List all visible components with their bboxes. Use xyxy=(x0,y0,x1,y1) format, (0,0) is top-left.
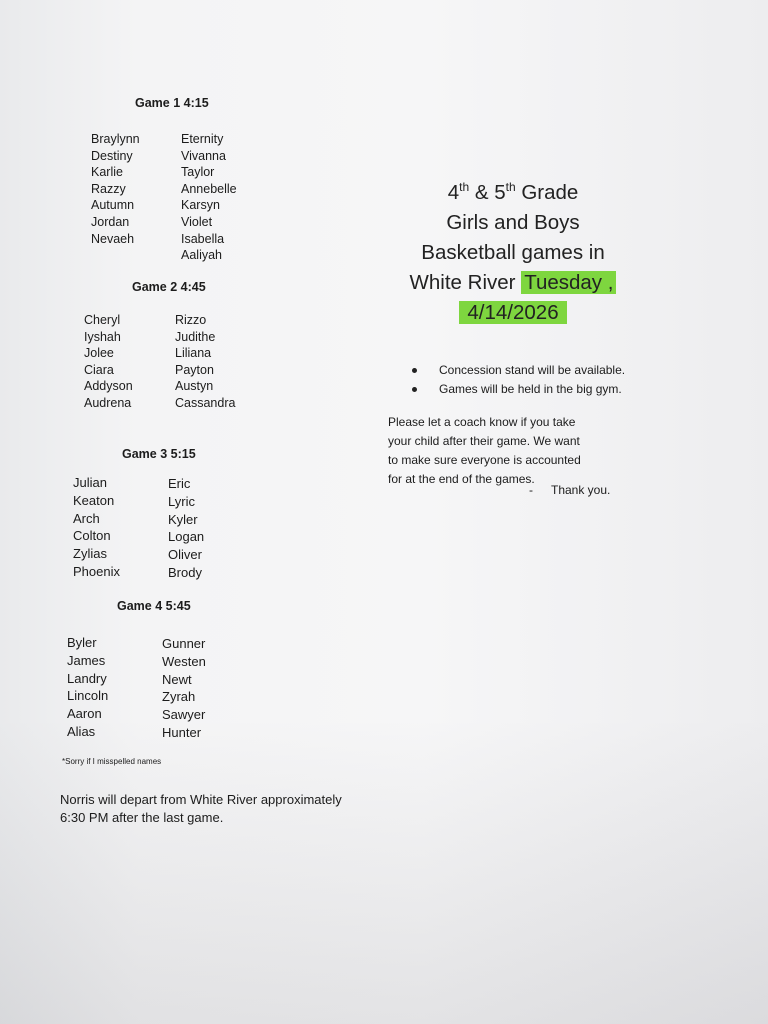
signoff xyxy=(529,483,610,497)
player-name: Westen xyxy=(162,653,206,669)
departure-line: 6:30 PM after the last game. xyxy=(60,810,224,825)
game-1-title: Game 1 4:15 xyxy=(135,96,209,110)
player-name: Jordan xyxy=(91,214,130,229)
bullet-icon xyxy=(412,387,417,392)
signoff-text: Thank you. xyxy=(551,483,611,497)
player-name: Kyler xyxy=(168,511,198,527)
departure-line: Norris will depart from White River approximately xyxy=(60,792,342,807)
player-name: Vivanna xyxy=(181,148,226,163)
player-name: James xyxy=(67,652,106,668)
bullet-text: Games will be held in the big gym. xyxy=(439,381,622,396)
player-name: Logan xyxy=(168,529,205,545)
game-4-team-a xyxy=(67,634,108,741)
player-name: Iyshah xyxy=(84,329,121,344)
player-name: Liliana xyxy=(175,346,212,361)
player-name: Payton xyxy=(175,362,214,377)
misspelling-footnote: *Sorry if I misspelled names xyxy=(62,757,162,766)
player-name: Newt xyxy=(162,671,192,687)
bullet-icon xyxy=(412,368,417,373)
ordinal-suffix: th xyxy=(459,180,470,195)
player-name: Isabella xyxy=(181,231,225,246)
game-2-team-b xyxy=(175,312,235,412)
player-name: Aaron xyxy=(67,706,102,722)
headline-line: Girls and Boys xyxy=(446,211,580,234)
grade-number: 4 xyxy=(447,181,460,204)
player-name: Rizzo xyxy=(175,313,207,327)
grade-number: 5 xyxy=(494,181,506,204)
player-name: Colton xyxy=(73,528,111,544)
player-name: Julian xyxy=(73,475,107,490)
bullet-text: Concession stand will be available. xyxy=(439,363,626,377)
player-name: Landry xyxy=(67,670,107,686)
player-name: Austyn xyxy=(175,379,214,394)
note-line: Please let a coach know if you take xyxy=(388,415,576,429)
game-3-team-a xyxy=(73,474,120,581)
note-line: your child after their game. We want xyxy=(388,434,580,448)
note-line: to make sure everyone is accounted xyxy=(388,453,581,467)
player-name: Ciara xyxy=(84,362,114,377)
note-line: for at the end of the games. xyxy=(388,472,535,486)
player-name: Eternity xyxy=(181,132,224,146)
game-1-team-a xyxy=(91,131,140,247)
signoff-dash: - xyxy=(529,483,533,497)
player-name: Keaton xyxy=(73,492,115,508)
player-name: Brody xyxy=(168,564,202,580)
player-name: Hunter xyxy=(162,724,202,740)
player-name: Zylias xyxy=(73,546,107,562)
player-name: Oliver xyxy=(168,547,202,563)
departure-note xyxy=(60,791,342,827)
player-name: Aaliyah xyxy=(181,248,222,263)
game-3-title: Game 3 5:15 xyxy=(122,447,196,461)
grade-word: Grade xyxy=(515,181,579,204)
player-name: Gunner xyxy=(162,636,206,651)
location-text: White River xyxy=(409,271,522,294)
highlighted-date: 4/14/2026 xyxy=(459,301,566,324)
player-name: Judithe xyxy=(175,329,216,344)
player-name: Autumn xyxy=(91,198,135,213)
player-name: Razzy xyxy=(91,181,126,196)
flyer-headline xyxy=(388,178,638,328)
game-3-team-b xyxy=(168,475,204,582)
player-name: Cassandra xyxy=(175,395,236,410)
game-1-team-b xyxy=(181,131,237,264)
player-name: Braylynn xyxy=(91,132,140,146)
player-name: Karsyn xyxy=(181,198,220,213)
highlighted-day: Tuesday , xyxy=(521,271,616,294)
player-name: Jolee xyxy=(84,346,114,361)
bullet-item xyxy=(412,380,625,399)
player-name: Zyrah xyxy=(162,689,196,705)
coach-note xyxy=(388,413,581,489)
player-name: Arch xyxy=(73,510,100,526)
info-bullets xyxy=(412,361,625,398)
player-name: Phoenix xyxy=(73,563,120,579)
headline-line: Basketball games in xyxy=(421,241,605,264)
game-2-team-a xyxy=(84,312,133,412)
player-name: Destiny xyxy=(91,148,133,163)
player-name: Eric xyxy=(168,476,191,491)
bullet-item xyxy=(412,361,625,380)
game-2-title: Game 2 4:45 xyxy=(132,280,206,294)
player-name: Karlie xyxy=(91,165,123,180)
ampersand: & xyxy=(469,181,495,204)
headline-location-line xyxy=(388,268,638,298)
ordinal-suffix: th xyxy=(505,180,516,195)
game-4-team-b xyxy=(162,635,206,742)
player-name: Sawyer xyxy=(162,707,206,723)
player-name: Annebelle xyxy=(181,181,237,196)
game-4-title: Game 4 5:45 xyxy=(117,599,191,613)
headline-grade-line xyxy=(388,178,638,208)
player-name: Lyric xyxy=(168,493,195,509)
player-name: Cheryl xyxy=(84,313,121,327)
player-name: Taylor xyxy=(181,165,215,180)
player-name: Violet xyxy=(181,214,213,229)
player-name: Addyson xyxy=(84,379,133,394)
player-name: Alias xyxy=(67,723,96,739)
player-name: Lincoln xyxy=(67,688,109,704)
player-name: Nevaeh xyxy=(91,231,135,246)
headline-date-line xyxy=(388,298,638,328)
player-name: Byler xyxy=(67,635,97,650)
player-name: Audrena xyxy=(84,395,132,410)
